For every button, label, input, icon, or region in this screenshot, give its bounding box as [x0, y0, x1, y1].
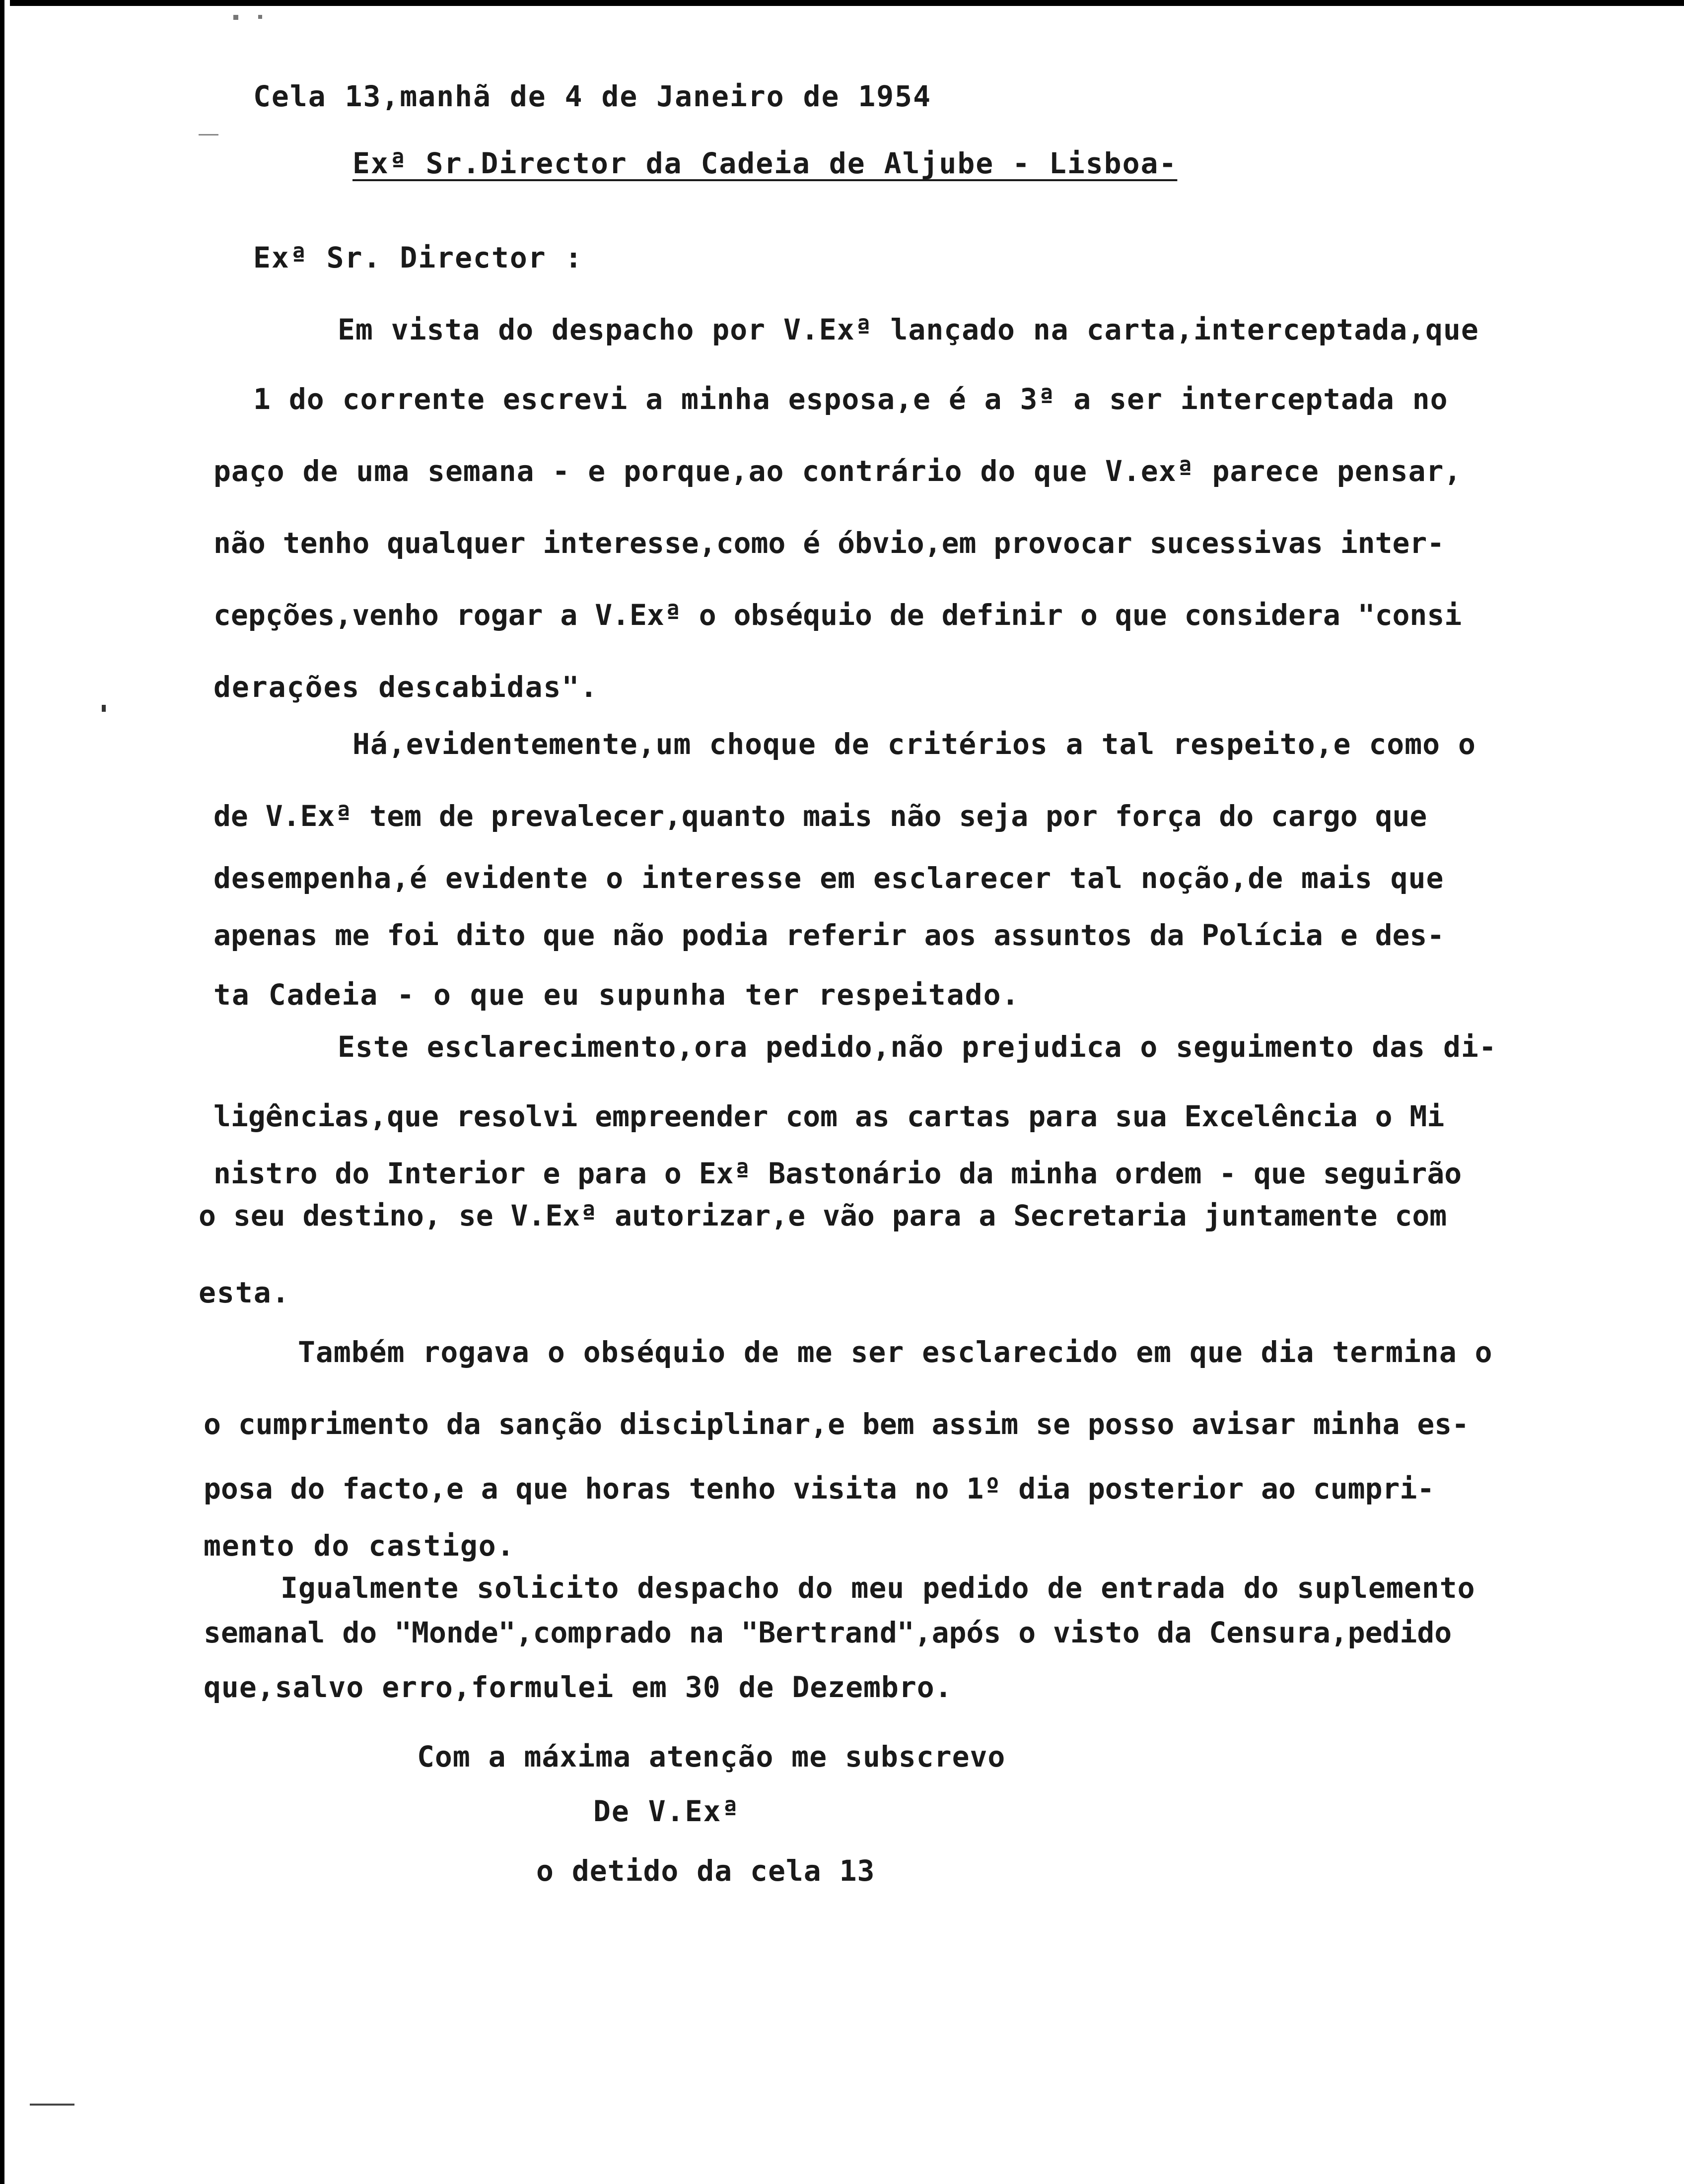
body-line: que,salvo erro,formulei em 30 de Dezembro.: [204, 1670, 953, 1704]
body-line: desempenha,é evidente o interesse em esclarecer tal noção,de mais que: [213, 861, 1444, 895]
scan-speck: [102, 705, 106, 712]
body-line: Este esclarecimento,ora pedido,não prejudica o seguimento das di-: [338, 1030, 1497, 1064]
scan-speck: [199, 134, 218, 136]
body-line: 1 do corrente escrevi a minha esposa,e é a 3ª a ser interceptada no: [253, 382, 1448, 416]
body-line: não tenho qualquer interesse,como é óbvio,em provocar sucessivas inter-: [213, 526, 1445, 560]
body-line: ta Cadeia - o que eu supunha ter respeitado.: [213, 978, 1020, 1012]
signature: o detido da cela 13: [536, 1854, 875, 1888]
date-line: Cela 13,manhã de 4 de Janeiro de 1954: [253, 79, 932, 113]
scan-speck: [258, 15, 262, 19]
closing-line: Com a máxima atenção me subscrevo: [417, 1740, 1006, 1774]
body-line: apenas me foi dito que não podia referir aos assuntos da Polícia e des-: [213, 918, 1445, 952]
body-line: derações descabidas".: [213, 670, 599, 704]
body-line: esta.: [199, 1276, 290, 1309]
body-line: Há,evidentemente,um choque de critérios a tal respeito,e como o: [352, 727, 1476, 761]
closing-line: De V.Exª: [593, 1794, 740, 1828]
scan-border-top: [10, 0, 1684, 6]
scan-border-left: [0, 0, 4, 2184]
body-line: nistro do Interior e para o Exª Bastonário da minha ordem - que seguirão: [213, 1157, 1462, 1190]
body-line: cepções,venho rogar a V.Exª o obséquio de definir o que considera "consi: [213, 598, 1462, 632]
scan-speck: [30, 2104, 74, 2106]
body-line: semanal do "Monde",comprado na "Bertrand",após o visto da Censura,pedido: [204, 1616, 1452, 1649]
salutation: Exª Sr. Director :: [253, 241, 583, 274]
body-line: o seu destino, se V.Exª autorizar,e vão para a Secretaria juntamente com: [199, 1199, 1447, 1232]
body-line: posa do facto,e a que horas tenho visita no 1º dia posterior ao cumpri-: [204, 1472, 1435, 1505]
body-line: paço de uma semana - e porque,ao contrário do que V.exª parece pensar,: [213, 454, 1462, 488]
body-line: Igualmente solicito despacho do meu pedido de entrada do suplemento: [281, 1571, 1475, 1605]
body-line: ligências,que resolvi empreender com as cartas para sua Excelência o Mi: [213, 1099, 1445, 1133]
body-line: mento do castigo.: [204, 1529, 515, 1563]
body-line: o cumprimento da sanção disciplinar,e bem assim se posso avisar minha es-: [204, 1407, 1470, 1441]
body-line: Em vista do despacho por V.Exª lançado na carta,interceptada,que: [338, 313, 1479, 346]
addressee-line: Exª Sr.Director da Cadeia de Aljube - Lisboa-: [352, 146, 1178, 180]
body-line: de V.Exª tem de prevalecer,quanto mais não seja por força do cargo que: [213, 799, 1427, 833]
body-line: Também rogava o obséquio de me ser esclarecido em que dia termina o: [298, 1335, 1493, 1369]
scan-speck: [233, 15, 238, 20]
